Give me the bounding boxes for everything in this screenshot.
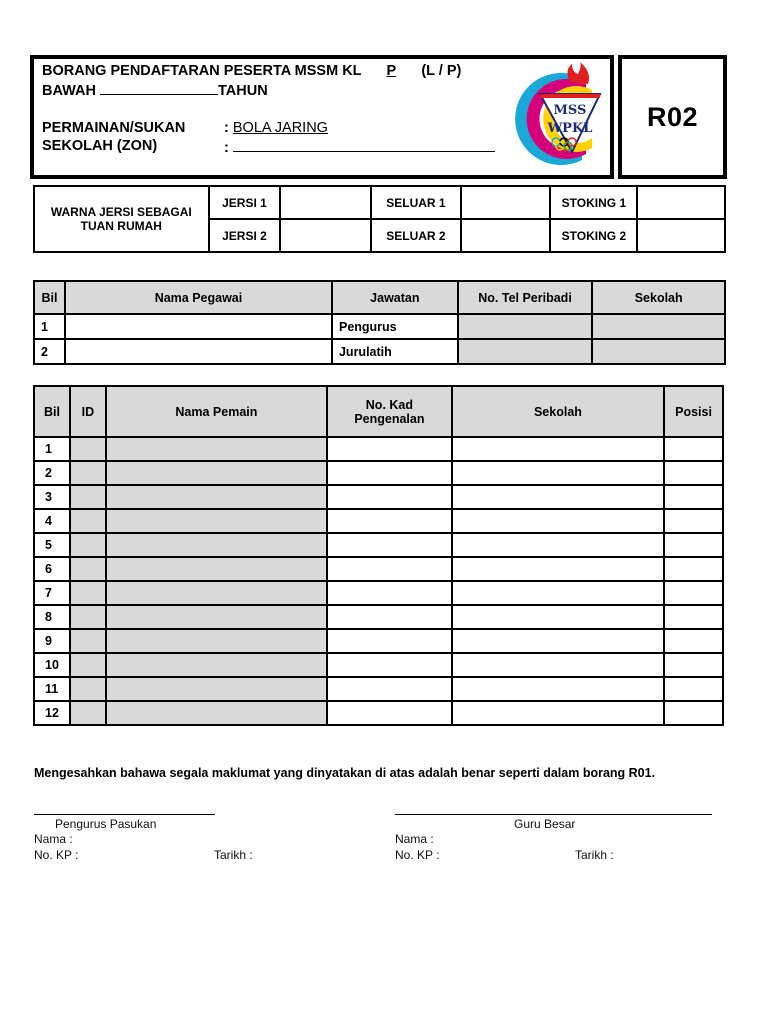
player-school-field[interactable] <box>452 605 664 629</box>
player-name-field[interactable] <box>106 437 327 461</box>
official-role: Pengurus <box>332 314 458 339</box>
signature-name-manager: Nama : <box>34 832 73 846</box>
game-label: PERMAINAN/SUKAN <box>42 120 186 136</box>
table-row <box>34 485 723 509</box>
age-prefix: BAWAH <box>42 83 96 99</box>
player-ic-field[interactable] <box>327 557 452 581</box>
official-tel-field[interactable] <box>458 314 593 339</box>
school-field[interactable] <box>233 138 495 152</box>
player-id-field[interactable] <box>70 533 106 557</box>
school-label: SEKOLAH (ZON) <box>42 138 158 154</box>
player-school-field[interactable] <box>452 509 664 533</box>
form-title-line1 <box>42 63 461 79</box>
table-row <box>34 339 725 364</box>
player-id-field[interactable] <box>70 653 106 677</box>
player-school-field[interactable] <box>452 653 664 677</box>
signature-title-headmaster: Guru Besar <box>514 817 576 831</box>
player-id-field[interactable] <box>70 461 106 485</box>
form-code: R02 <box>646 101 699 132</box>
player-school-field[interactable] <box>452 437 664 461</box>
signature-title-manager: Pengurus Pasukan <box>55 817 157 831</box>
player-school-field[interactable] <box>452 701 664 725</box>
player-school-field[interactable] <box>452 485 664 509</box>
jersi2-field[interactable] <box>280 219 371 252</box>
player-id-field[interactable] <box>70 581 106 605</box>
table-row <box>34 629 723 653</box>
age-field[interactable] <box>100 81 218 95</box>
player-id-field[interactable] <box>70 509 106 533</box>
player-ic-field[interactable] <box>327 461 452 485</box>
officials-header-sekolah: Sekolah <box>592 281 725 314</box>
player-name-field[interactable] <box>106 605 327 629</box>
player-school-field[interactable] <box>452 581 664 605</box>
stoking2-field[interactable] <box>637 219 725 252</box>
player-ic-field[interactable] <box>327 437 452 461</box>
seluar2-label: SELUAR 2 <box>371 219 461 252</box>
signature-ic-headmaster: No. KP : <box>395 848 440 862</box>
player-name-field[interactable] <box>106 509 327 533</box>
table-row <box>34 533 723 557</box>
player-ic-field[interactable] <box>327 485 452 509</box>
players-table <box>33 385 724 726</box>
game-value[interactable]: BOLA JARING <box>232 120 328 136</box>
player-ic-field[interactable] <box>327 509 452 533</box>
table-row <box>34 509 723 533</box>
row-number: 5 <box>34 533 70 557</box>
player-ic-field[interactable] <box>327 677 452 701</box>
signature-line-headmaster[interactable] <box>395 814 712 815</box>
official-school-field[interactable] <box>592 314 725 339</box>
table-row <box>34 437 723 461</box>
gender-field[interactable]: P <box>386 63 397 79</box>
player-id-field[interactable] <box>70 701 106 725</box>
row-number: 12 <box>34 701 70 725</box>
player-position-field[interactable] <box>664 677 723 701</box>
seluar1-label: SELUAR 1 <box>371 186 461 219</box>
player-ic-field[interactable] <box>327 653 452 677</box>
table-row <box>34 677 723 701</box>
official-name-field[interactable] <box>65 314 332 339</box>
gender-options: (L / P) <box>421 63 462 79</box>
logo-flame <box>567 62 589 84</box>
row-number: 2 <box>34 339 65 364</box>
players-header-ic: No. Kad Pengenalan <box>327 386 452 437</box>
officials-header-tel: No. Tel Peribadi <box>458 281 593 314</box>
table-row <box>34 461 723 485</box>
row-number: 1 <box>34 314 65 339</box>
player-id-field[interactable] <box>70 677 106 701</box>
player-ic-field[interactable] <box>327 701 452 725</box>
officials-header-bil: Bil <box>34 281 65 314</box>
form-code-box <box>618 55 727 179</box>
player-school-field[interactable] <box>452 677 664 701</box>
table-row <box>34 605 723 629</box>
logo-text-wpkl: WPKL <box>547 121 593 136</box>
player-school-field[interactable] <box>452 533 664 557</box>
player-id-field[interactable] <box>70 629 106 653</box>
mss-wpkl-logo <box>512 62 606 170</box>
logo-text-mss: MSS <box>553 103 587 118</box>
school-row <box>224 138 495 156</box>
row-number: 7 <box>34 581 70 605</box>
player-position-field[interactable] <box>664 485 723 509</box>
row-number: 2 <box>34 461 70 485</box>
officials-header-nama: Nama Pegawai <box>65 281 332 314</box>
player-position-field[interactable] <box>664 629 723 653</box>
stoking2-label: STOKING 2 <box>550 219 637 252</box>
table-row <box>34 581 723 605</box>
seluar2-field[interactable] <box>461 219 551 252</box>
signature-ic-manager: No. KP : <box>34 848 79 862</box>
age-suffix: TAHUN <box>218 83 268 99</box>
table-row <box>34 653 723 677</box>
player-name-field[interactable] <box>106 557 327 581</box>
player-position-field[interactable] <box>664 653 723 677</box>
player-id-field[interactable] <box>70 485 106 509</box>
player-position-field[interactable] <box>664 437 723 461</box>
player-name-field[interactable] <box>106 629 327 653</box>
player-id-field[interactable] <box>70 557 106 581</box>
school-colon: : <box>224 140 229 156</box>
players-header-nama: Nama Pemain <box>106 386 327 437</box>
player-ic-field[interactable] <box>327 533 452 557</box>
signature-date-manager: Tarikh : <box>214 848 253 862</box>
jersi2-label: JERSI 2 <box>209 219 281 252</box>
player-name-field[interactable] <box>106 533 327 557</box>
player-name-field[interactable] <box>106 581 327 605</box>
players-header-sekolah: Sekolah <box>452 386 664 437</box>
official-name-field[interactable] <box>65 339 332 364</box>
seluar1-field[interactable] <box>461 186 551 219</box>
jersey-title: WARNA JERSI SEBAGAI TUAN RUMAH <box>34 186 209 252</box>
row-number: 1 <box>34 437 70 461</box>
player-name-field[interactable] <box>106 653 327 677</box>
row-number: 11 <box>34 677 70 701</box>
player-position-field[interactable] <box>664 605 723 629</box>
player-id-field[interactable] <box>70 437 106 461</box>
players-header-bil: Bil <box>34 386 70 437</box>
signature-line-manager[interactable] <box>34 814 215 815</box>
row-number: 4 <box>34 509 70 533</box>
game-colon: : <box>224 120 229 136</box>
player-ic-field[interactable] <box>327 581 452 605</box>
official-school-field[interactable] <box>592 339 725 364</box>
player-position-field[interactable] <box>664 509 723 533</box>
signature-date-headmaster: Tarikh : <box>575 848 614 862</box>
stoking1-label: STOKING 1 <box>550 186 637 219</box>
form-title: BORANG PENDAFTARAN PESERTA MSSM KL <box>42 63 362 79</box>
officials-table <box>33 280 726 365</box>
form-title-line2 <box>42 81 268 99</box>
player-position-field[interactable] <box>664 701 723 725</box>
table-row <box>34 557 723 581</box>
players-header-posisi: Posisi <box>664 386 723 437</box>
row-number: 9 <box>34 629 70 653</box>
table-row <box>34 314 725 339</box>
player-id-field[interactable] <box>70 605 106 629</box>
signature-name-headmaster: Nama : <box>395 832 434 846</box>
player-name-field[interactable] <box>106 677 327 701</box>
player-name-field[interactable] <box>106 485 327 509</box>
player-school-field[interactable] <box>452 629 664 653</box>
player-name-field[interactable] <box>106 461 327 485</box>
row-number: 3 <box>34 485 70 509</box>
officials-header-jawatan: Jawatan <box>332 281 458 314</box>
player-position-field[interactable] <box>664 581 723 605</box>
player-position-field[interactable] <box>664 533 723 557</box>
stoking1-field[interactable] <box>637 186 725 219</box>
jersey-table <box>33 185 726 253</box>
player-name-field[interactable] <box>106 701 327 725</box>
row-number: 8 <box>34 605 70 629</box>
row-number: 6 <box>34 557 70 581</box>
player-position-field[interactable] <box>664 461 723 485</box>
table-row <box>34 701 723 725</box>
jersi1-label: JERSI 1 <box>209 186 281 219</box>
confirmation-statement: Mengesahkan bahawa segala maklumat yang dinyatakan di atas adalah benar seperti dalam borang R01. <box>34 766 656 780</box>
row-number: 10 <box>34 653 70 677</box>
player-school-field[interactable] <box>452 461 664 485</box>
player-ic-field[interactable] <box>327 605 452 629</box>
player-position-field[interactable] <box>664 557 723 581</box>
official-role: Jurulatih <box>332 339 458 364</box>
official-tel-field[interactable] <box>458 339 593 364</box>
players-header-id: ID <box>70 386 106 437</box>
jersi1-field[interactable] <box>280 186 371 219</box>
game-row <box>224 120 328 136</box>
player-school-field[interactable] <box>452 557 664 581</box>
player-ic-field[interactable] <box>327 629 452 653</box>
